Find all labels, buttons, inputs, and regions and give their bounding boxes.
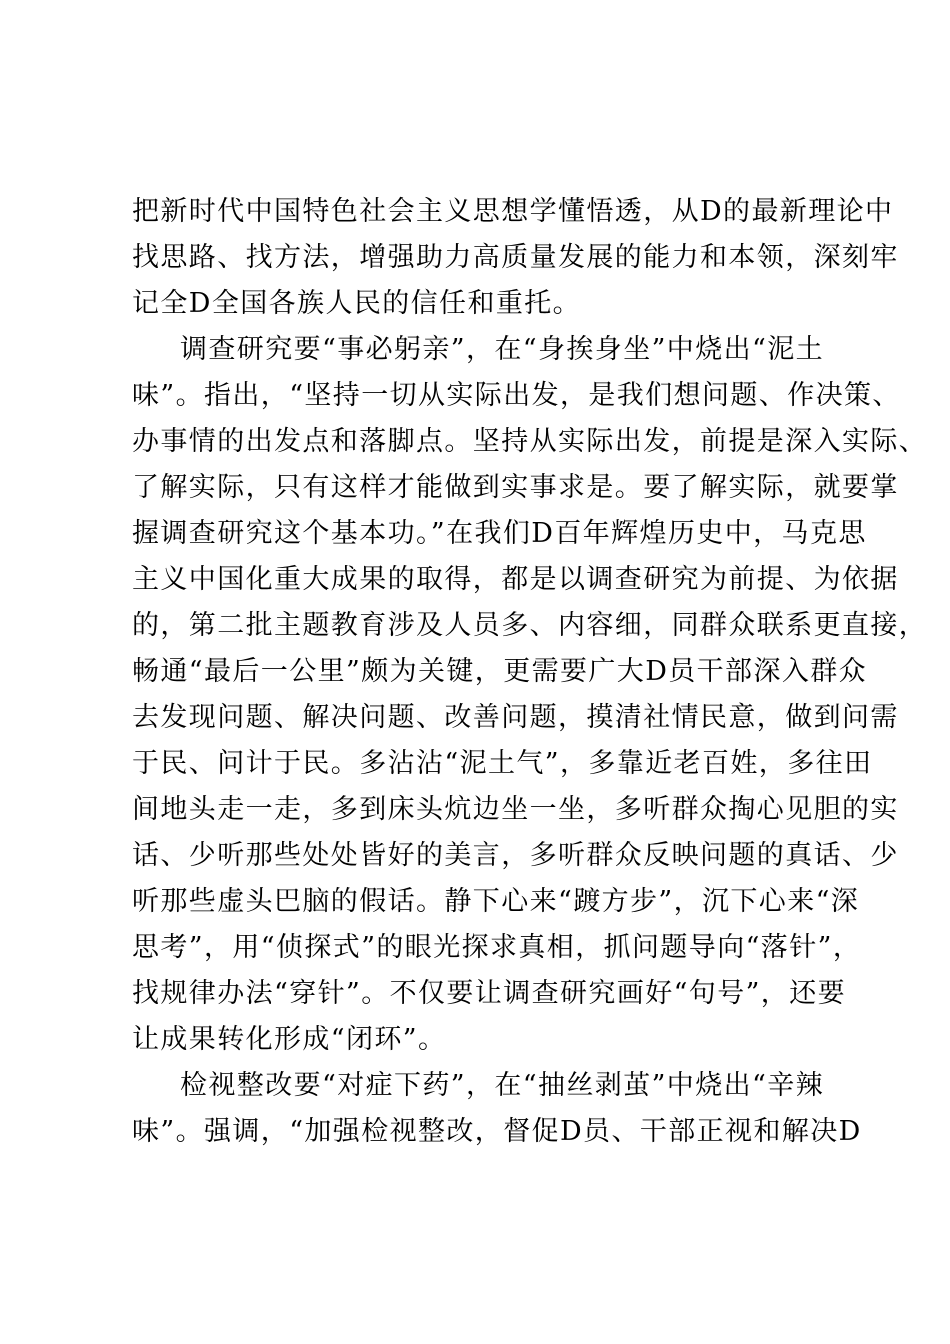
text-line: 思考”，用“侦探式”的眼光探求真相，抓问题导向“落针”， [132, 932, 862, 963]
text-line: 找规律办法“穿针”。不仅要让调查研究画好“句号”，还要 [132, 978, 847, 1009]
text-line: 话、少听那些处处皆好的美言，多听群众反映问题的真话、少 [132, 840, 899, 871]
text-line: 把新时代中国特色社会主义思想学懂悟透，从D的最新理论中 [132, 196, 894, 227]
text-line: 主义中国化重大成果的取得，都是以调查研究为前提、为依据 [132, 564, 899, 595]
text-line: 握调查研究这个基本功。”在我们D百年辉煌历史中，马克思 [132, 518, 867, 549]
text-line: 找思路、找方法，增强助力高质量发展的能力和本领，深刻牢 [132, 242, 899, 273]
text-line: 记全D全国各族人民的信任和重托。 [132, 288, 582, 319]
text-line: 味”。强调，“加强检视整改，督促D员、干部正视和解决D [132, 1116, 862, 1147]
text-line: 去发现问题、解决问题、改善问题，摸清社情民意，做到问需 [132, 702, 899, 733]
text-line: 听那些虚头巴脑的假话。静下心来“踱方步”，沉下心来“深 [132, 886, 860, 917]
text-line: 畅通“最后一公里”颇为关键，更需要广大D员干部深入群众 [132, 656, 868, 687]
text-line: 办事情的出发点和落脚点。坚持从实际出发，前提是深入实际、 [132, 426, 928, 457]
text-line: 于民、问计于民。多沾沾“泥土气”，多靠近老百姓，多往田 [132, 748, 873, 779]
text-line: 间地头走一走，多到床头炕边坐一坐，多听群众掏心见胆的实 [132, 794, 899, 825]
text-line: 味”。指出，“坚持一切从实际出发，是我们想问题、作决策、 [132, 380, 901, 411]
text-line: 让成果转化形成“闭环”。 [132, 1024, 447, 1055]
paragraph-start-line: 调查研究要“事必躬亲”，在“身挨身坐”中烧出“泥土 [180, 334, 825, 365]
paragraph-start-line: 检视整改要“对症下药”，在“抽丝剥茧”中烧出“辛辣 [180, 1070, 825, 1101]
text-line: 的，第二批主题教育涉及人员多、内容细，同群众联系更直接， [132, 610, 928, 641]
text-line: 了解实际，只有这样才能做到实事求是。要了解实际，就要掌 [132, 472, 899, 503]
